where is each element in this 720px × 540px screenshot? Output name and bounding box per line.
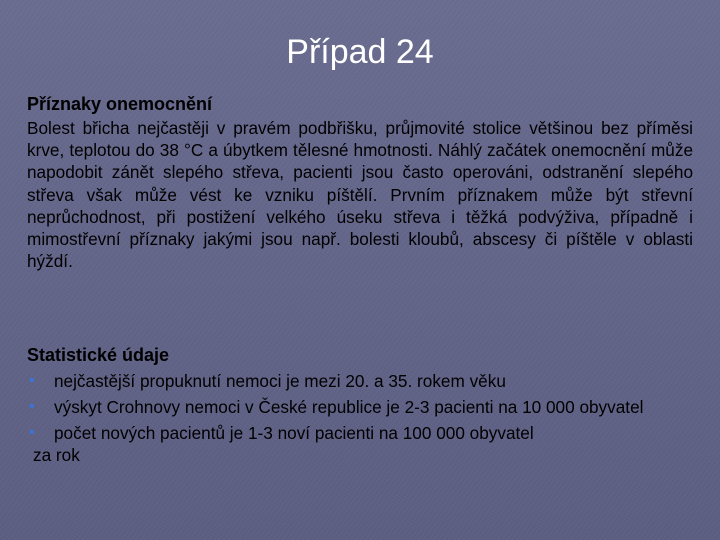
- list-item: [27, 370, 707, 392]
- symptoms-paragraph: Bolest břicha nejčastěji v pravém podbřišku, průjmovité stolice většinou bez příměsi krve, teplotou do 38 °C a úbytkem tělesné hmotnosti. Náhlý začátek onemocnění může napodobit zánět slepého střeva, pacienti jsou často operováni, odstranění slepého střeva však může vést ke vzniku píštělí. Prvním příznakem může být střevní neprůchodnost, při postižení velkého úseku střeva i těžká podvýživa, případně i mimostřevní příznaky jakými jsou např. bolesti kloubů, abscesy či píštěle v oblasti hýždí.: [27, 118, 693, 272]
- bullet-icon: •: [29, 398, 35, 415]
- list-item: [27, 396, 707, 418]
- list-item-text: počet nových pacientů je 1-3 noví pacienti na 100 000 obyvatel: [54, 423, 534, 443]
- list-item-text: výskyt Crohnovy nemoci v České republice je 2-3 pacienti na 10 000 obyvatel: [54, 397, 644, 417]
- bullet-icon: •: [29, 372, 35, 389]
- list-item: [27, 422, 707, 444]
- symptoms-heading: Příznaky onemocnění: [27, 94, 213, 114]
- statistics-section: [27, 344, 707, 470]
- slide-title: Případ 24: [286, 33, 434, 71]
- bullet-icon: •: [29, 424, 35, 441]
- statistics-list: [27, 370, 707, 466]
- symptoms-section: [27, 93, 693, 272]
- list-item-text: nejčastější propuknutí nemoci je mezi 20. a 35. rokem věku: [54, 371, 506, 391]
- statistics-heading: Statistické údaje: [27, 345, 170, 365]
- list-continuation-text: za rok: [33, 445, 80, 465]
- list-continuation: [27, 444, 707, 466]
